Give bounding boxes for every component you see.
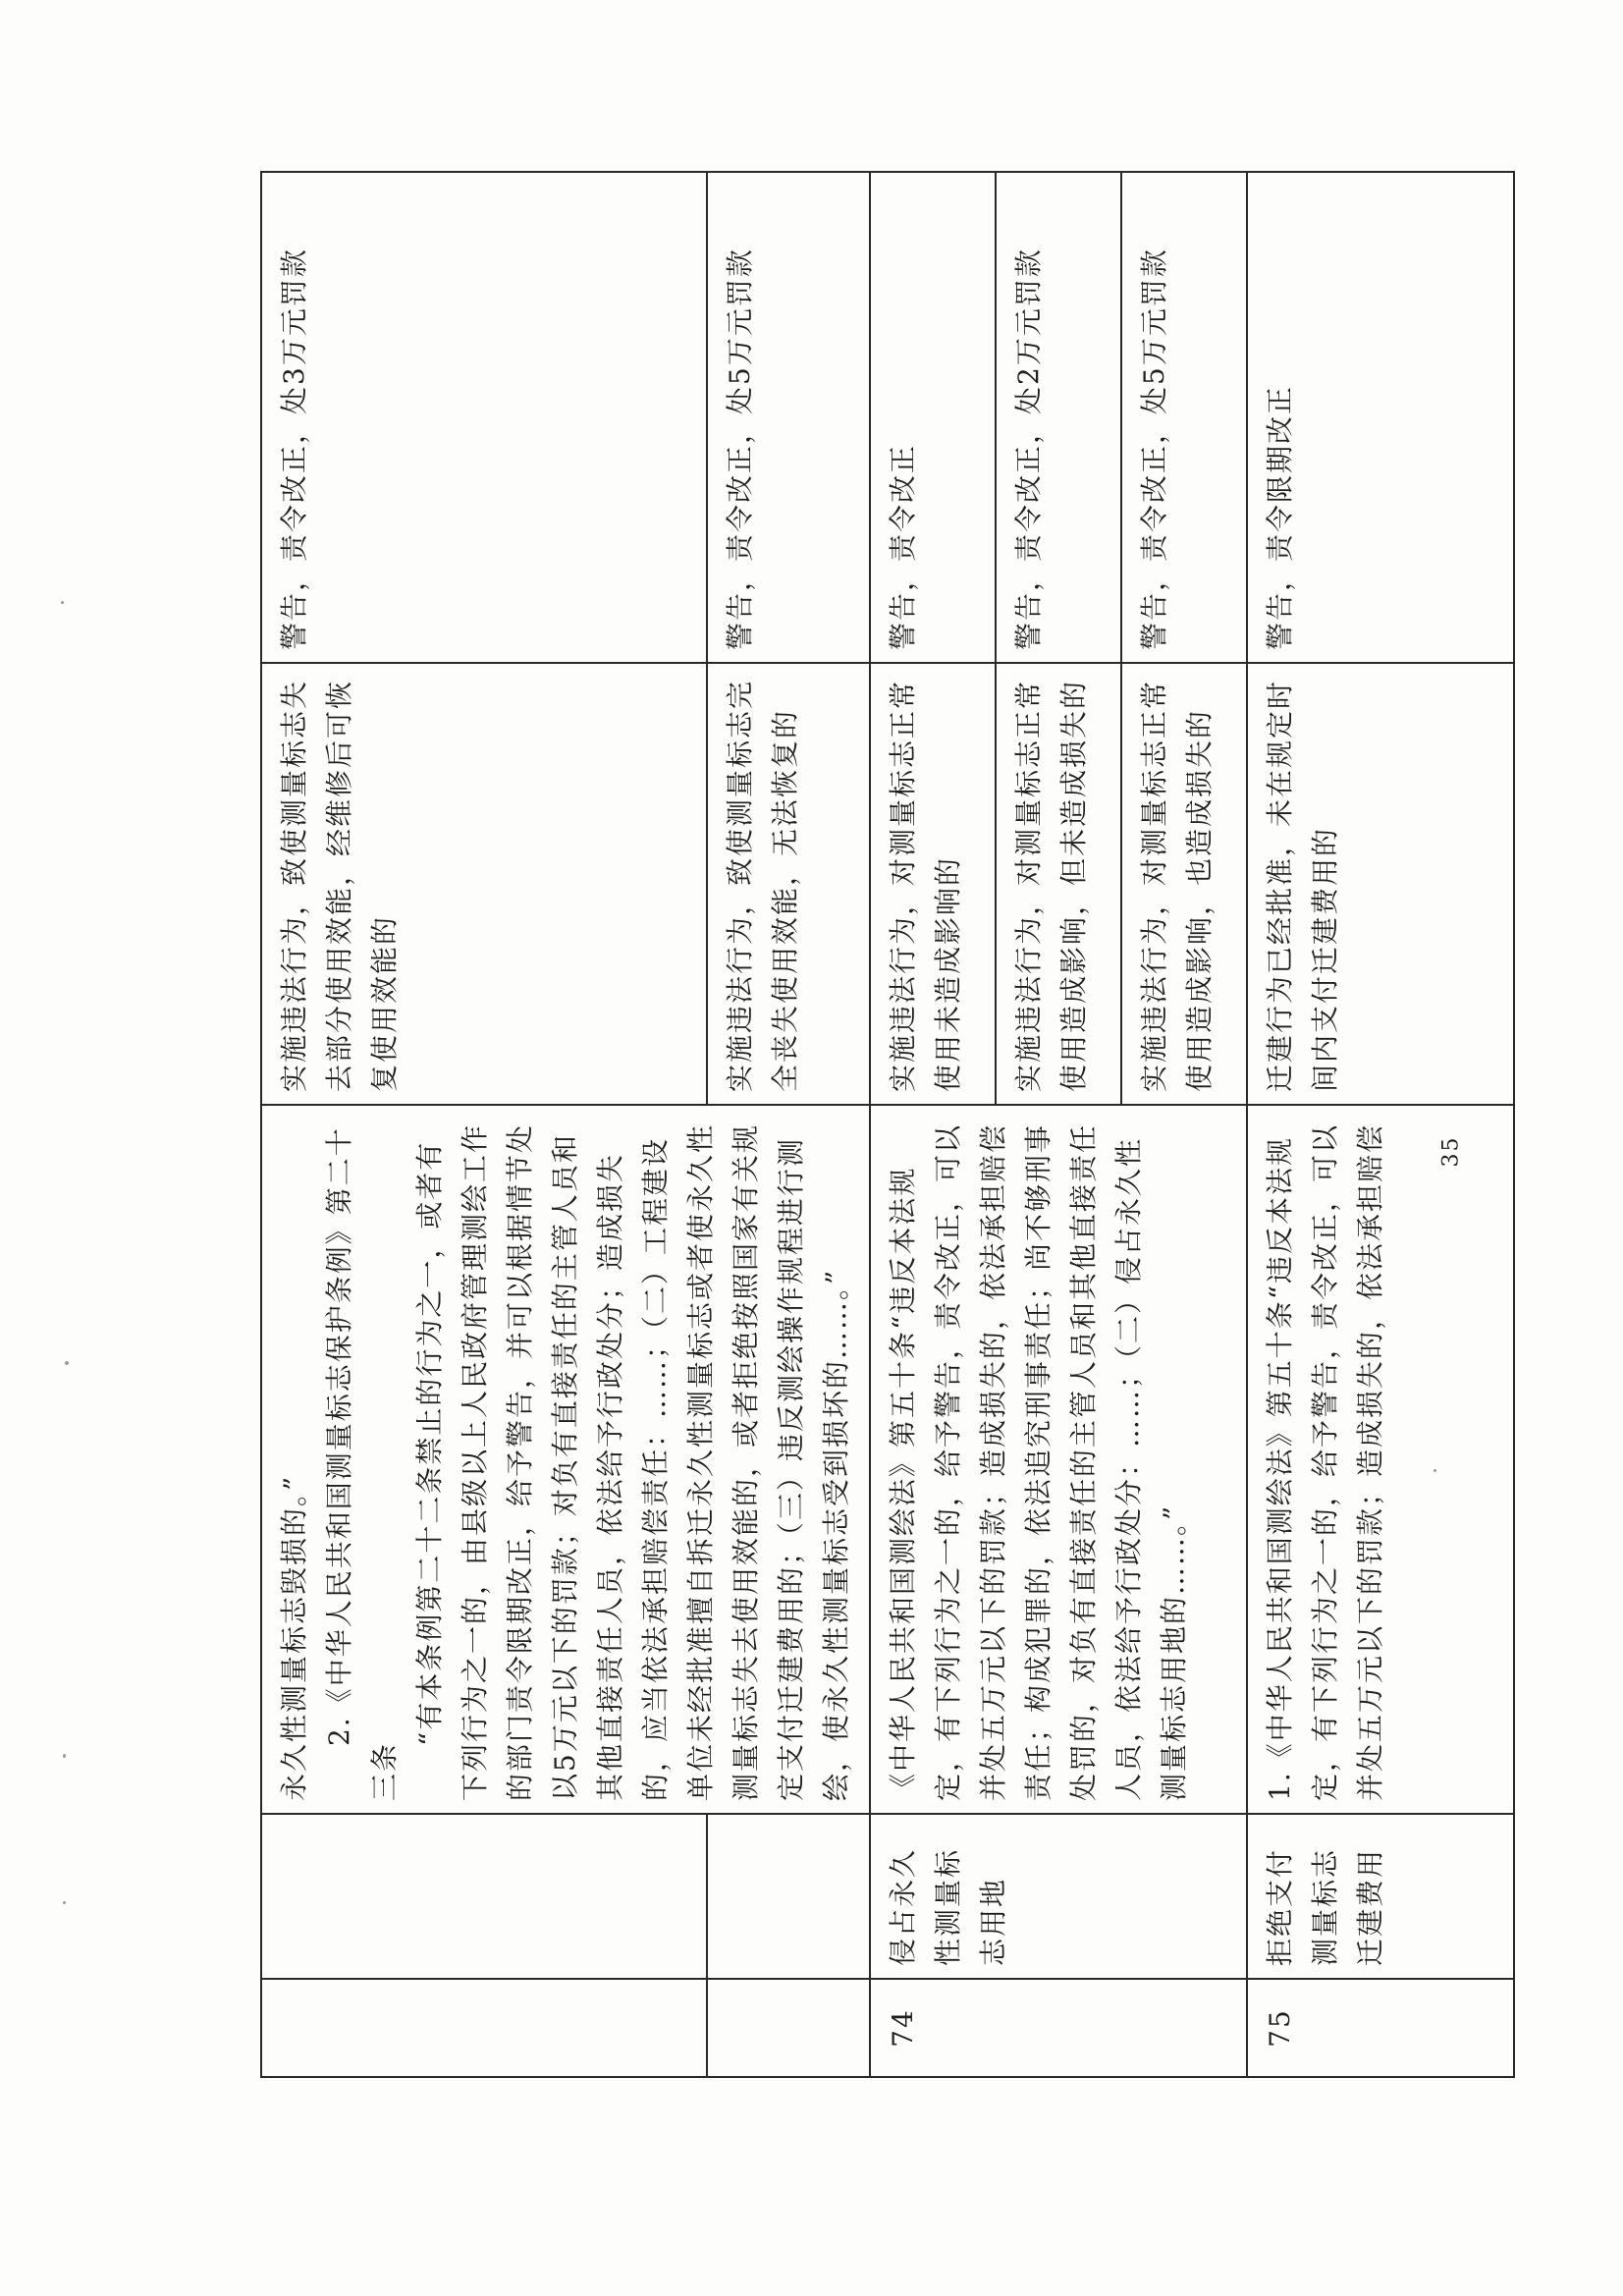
condition-cell: 实施违法行为，对测量标志正常使用未造成影响的	[870, 663, 996, 1105]
legal-basis-text: 《中华人民共和国测绘法》第五十条“违反本法规定，有下列行为之一的，给予警告，责令改正，可以并处五万元以下的罚款；造成损失的，依法承担赔偿责任；构成犯罪的，依法追究刑事责任；尚不够刑事处罚的，对负有直接责任的主管人员和其他直接责任人员，依法给予行政处分：……；（二）侵占永久性测量标志用地的……。”	[887, 1122, 1190, 1801]
scan-speck	[63, 1754, 66, 1758]
penalty-table	[260, 171, 1515, 2078]
row-number-cell	[261, 1979, 707, 2077]
legal-basis-item2-text: “有本条例第二十二条禁止的行为之一，或者有下列行为之一的，由县级以上人民政府管理测绘工作的部门责令限期改正，给予警告，并可以根据情节处以5万元以下的罚款；对负有直接责任的主管人员和其他直接责任人员，依法给予行政处分；造成损失的，应当依法承担赔偿责任：……；（二）工程建设单位未经批准擅自拆迁永久性测量标志或者使永久性测量标志失去使用效能的，或者拒绝按照国家有关规定支付迁建费用的；（三）违反测绘操作规程进行测绘，使永久性测量标志受到损坏的……。”	[413, 1122, 852, 1801]
penalty-cell: 警告，责令限期改正	[1247, 172, 1514, 663]
row-number-cell: 74	[870, 1979, 1247, 2077]
rotated-table-page	[260, 173, 1386, 2078]
scan-speck	[63, 1901, 66, 1904]
table-row	[1247, 172, 1514, 2077]
penalty-cell: 警告，责令改正，处5万元罚款	[707, 172, 870, 663]
row-number-cell	[707, 1979, 870, 2077]
row-number-cell: 75	[1247, 1979, 1514, 2077]
table-row	[261, 172, 707, 2077]
page-number: 35	[1438, 1135, 1464, 1168]
scan-speck	[61, 601, 64, 604]
legal-basis-text: 1.《中华人民共和国测绘法》第五十条“违反本法规定，有下列行为之一的，给予警告，责令改正，可以并处五万元以下的罚款；造成损失的，依法承担赔偿	[1264, 1122, 1386, 1801]
condition-cell: 实施违法行为，对测量标志正常使用造成影响，也造成损失的	[1121, 663, 1247, 1105]
penalty-cell: 警告，责令改正	[870, 172, 996, 663]
violation-item-cell	[261, 1814, 707, 1979]
penalty-cell: 警告，责令改正，处5万元罚款	[1121, 172, 1247, 663]
legal-basis-cell	[261, 1105, 870, 1814]
legal-basis-continuation: 永久性测量标志毁损的。”	[278, 1474, 310, 1801]
violation-item-cell	[707, 1814, 870, 1979]
condition-cell: 实施违法行为，对测量标志正常使用造成影响，但未造成损失的	[996, 663, 1121, 1105]
condition-cell: 实施违法行为，致使测量标志完全丧失使用效能，无法恢复的	[707, 663, 870, 1105]
penalty-cell: 警告，责令改正，处3万元罚款	[261, 172, 707, 663]
legal-basis-cell	[1247, 1105, 1514, 1814]
violation-item-cell: 侵占永久性测量标志用地	[870, 1814, 1247, 1979]
scan-speck	[65, 1361, 69, 1365]
violation-item-cell: 拒绝支付测量标志迁建费用	[1247, 1814, 1514, 1979]
scan-speck	[1434, 1469, 1436, 1472]
penalty-cell: 警告，责令改正，处2万元罚款	[996, 172, 1121, 663]
table-row	[870, 172, 996, 2077]
condition-cell: 实施违法行为，致使测量标志失去部分使用效能，经维修后可恢复使用效能的	[261, 663, 707, 1105]
legal-basis-cell	[870, 1105, 1247, 1814]
legal-basis-item2-title: 2.《中华人民共和国测量标志保护条例》第二十三条	[323, 1126, 401, 1801]
condition-cell: 迁建行为已经批准，未在规定时间内支付迁建费用的	[1247, 663, 1514, 1105]
